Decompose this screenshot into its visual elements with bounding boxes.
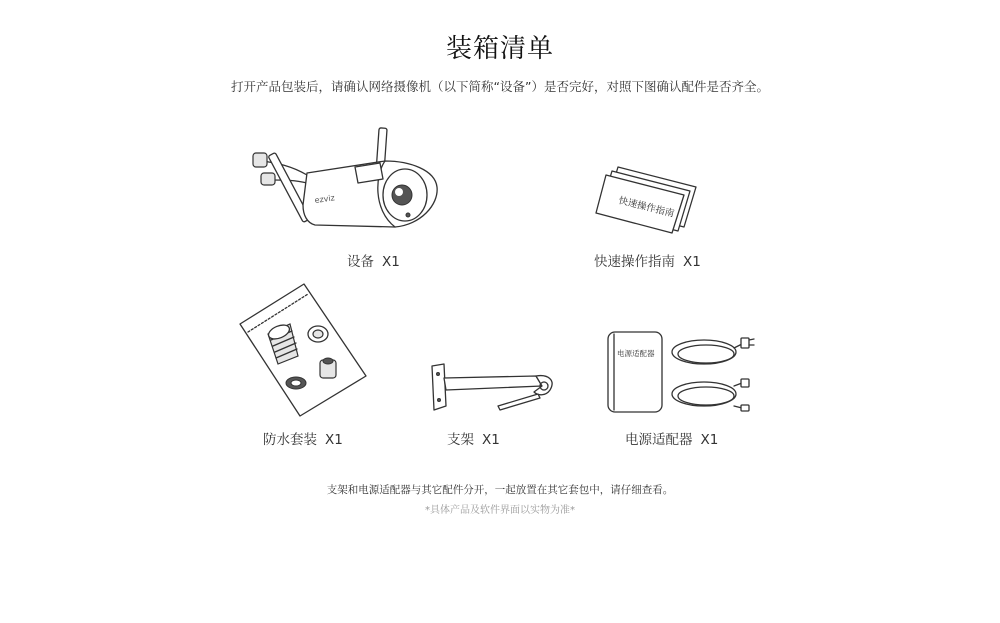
camera-illustration	[245, 125, 445, 235]
item-quick-guide	[596, 165, 706, 235]
camera-logo: ezviz	[314, 193, 336, 205]
item-camera	[245, 125, 445, 235]
adapter-label: 电源适配器	[617, 349, 655, 358]
caption-waterproof-kit-label: 防水套装	[263, 432, 317, 448]
caption-camera-label: 设备	[347, 254, 374, 270]
caption-quick-guide-label: 快速操作指南	[594, 254, 675, 270]
power-adapter-illustration	[606, 330, 754, 414]
caption-bracket-qty: X1	[482, 432, 500, 448]
caption-power-adapter	[625, 428, 718, 448]
caption-waterproof-kit	[263, 428, 343, 448]
caption-power-adapter-label: 电源适配器	[625, 432, 693, 448]
caption-power-adapter-qty: X1	[700, 432, 719, 448]
item-waterproof-kit	[238, 282, 368, 417]
waterproof-kit-illustration	[238, 282, 368, 417]
caption-bracket	[447, 428, 500, 448]
caption-camera	[347, 250, 400, 270]
bracket-illustration	[428, 362, 558, 414]
intro-text: 打开产品包装后，请确认网络摄像机（以下简称“设备”）是否完好，对照下图确认配件是否齐全。	[231, 79, 769, 94]
guide-illustration	[596, 165, 706, 235]
caption-quick-guide	[594, 250, 701, 270]
caption-quick-guide-qty: X1	[683, 254, 701, 270]
caption-bracket-label: 支架	[447, 432, 474, 448]
guide-card-text: 快速操作指南	[617, 195, 676, 220]
item-bracket	[428, 362, 558, 414]
packaging-note: 支架和电源适配器与其它配件分开，一起放置在其它套包中，请仔细查看。	[326, 484, 674, 496]
page-title: 装箱清单	[445, 34, 554, 64]
item-power-adapter	[606, 330, 754, 414]
caption-waterproof-kit-qty: X1	[325, 432, 343, 448]
caption-camera-qty: X1	[382, 254, 400, 270]
disclaimer-note: *具体产品及软件界面以实物为准*	[425, 505, 575, 516]
